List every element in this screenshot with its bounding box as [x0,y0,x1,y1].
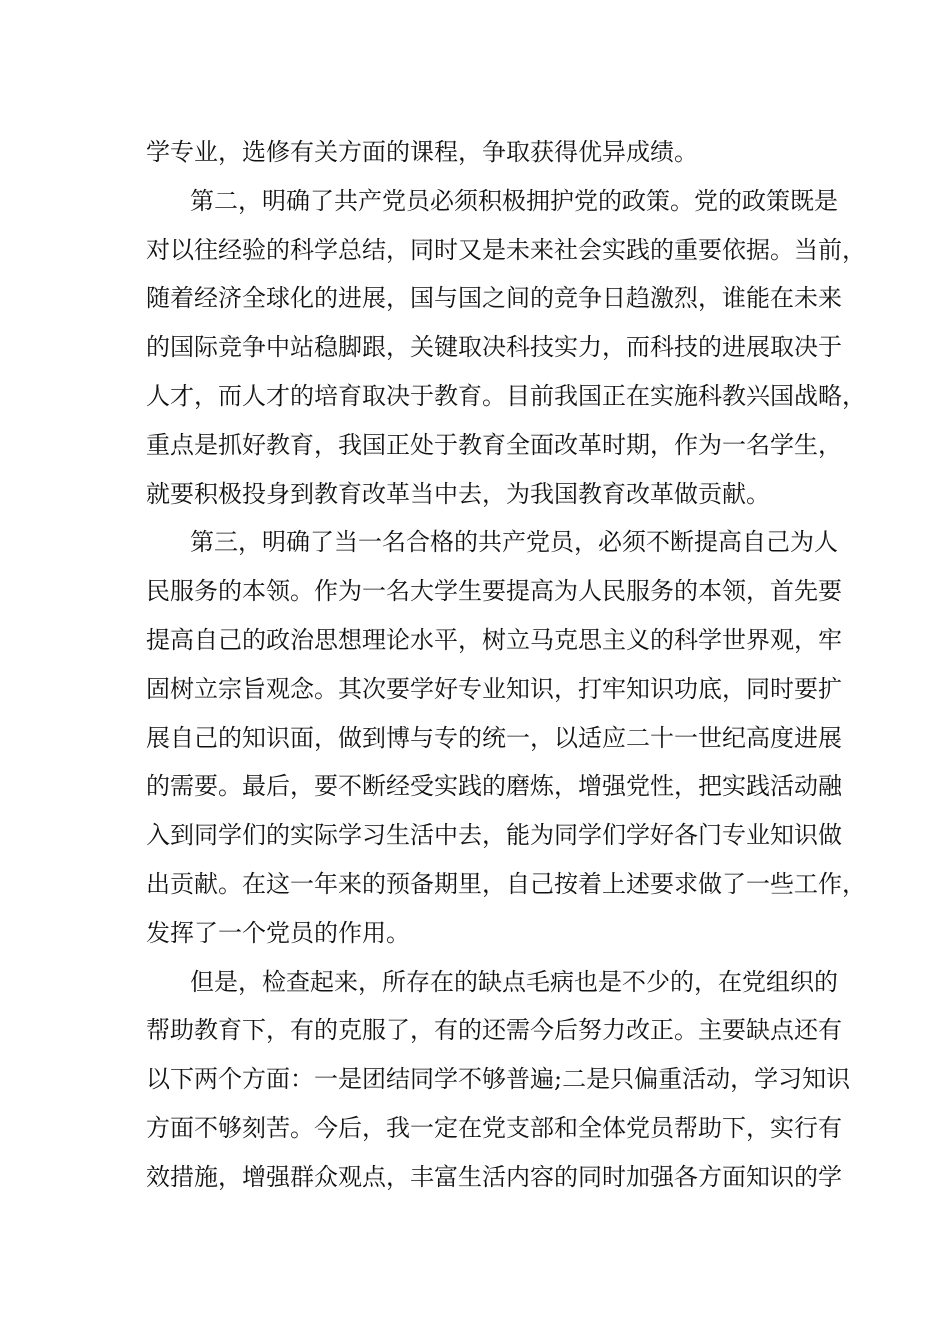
document-body [146,128,866,1202]
text-line: 以下两个方面：一是团结同学不够普遍;二是只偏重活动，学习知识 [146,1065,851,1094]
text-line: 的需要。最后，要不断经受实践的磨炼，增强党性，把实践活动融 [146,772,842,801]
paragraph-first-line: 但是，检查起来，所存在的缺点毛病也是不少的，在党组织的 [190,967,838,996]
text-line: 提高自己的政治思想理论水平，树立马克思主义的科学世界观，牢 [146,625,842,654]
text-line: 民服务的本领。作为一名大学生要提高为人民服务的本领，首先要 [146,577,842,606]
text-line: 效措施，增强群众观点，丰富生活内容的同时加强各方面知识的学 [146,1162,842,1191]
paragraph-first-line: 第二，明确了共产党员必须积极拥护党的政策。党的政策既是 [190,186,838,215]
text-line: 对以往经验的科学总结，同时又是未来社会实践的重要依据。当前， [146,235,866,264]
text-line: 重点是抓好教育，我国正处于教育全面改革时期，作为一名学生， [146,430,842,459]
text-line: 发挥了一个党员的作用。 [146,918,410,947]
text-line: 方面不够刻苦。今后，我一定在党支部和全体党员帮助下，实行有 [146,1113,842,1142]
text-line: 帮助教育下，有的克服了，有的还需今后努力改正。主要缺点还有 [146,1016,842,1045]
text-line: 展自己的知识面，做到博与专的统一，以适应二十一世纪高度进展 [146,723,842,752]
text-line: 学专业，选修有关方面的课程，争取获得优异成绩。 [146,138,698,166]
paragraph-first-line: 第三，明确了当一名合格的共产党员，必须不断提高自己为人 [190,528,838,557]
text-line: 入到同学们的实际学习生活中去，能为同学们学好各门专业知识做 [146,821,842,850]
text-line: 的国际竞争中站稳脚跟，关键取决科技实力，而科技的进展取决于 [146,333,842,362]
text-line: 人才，而人才的培育取决于教育。目前我国正在实施科教兴国战略， [146,381,866,410]
text-line: 随着经济全球化的进展，国与国之间的竞争日趋激烈，谁能在未来 [146,284,842,313]
text-line: 出贡献。在这一年来的预备期里，自己按着上述要求做了一些工作， [146,869,866,898]
text-line: 就要积极投身到教育改革当中去，为我国教育改革做贡献。 [146,479,770,508]
text-line: 固树立宗旨观念。其次要学好专业知识，打牢知识功底，同时要扩 [146,674,842,703]
